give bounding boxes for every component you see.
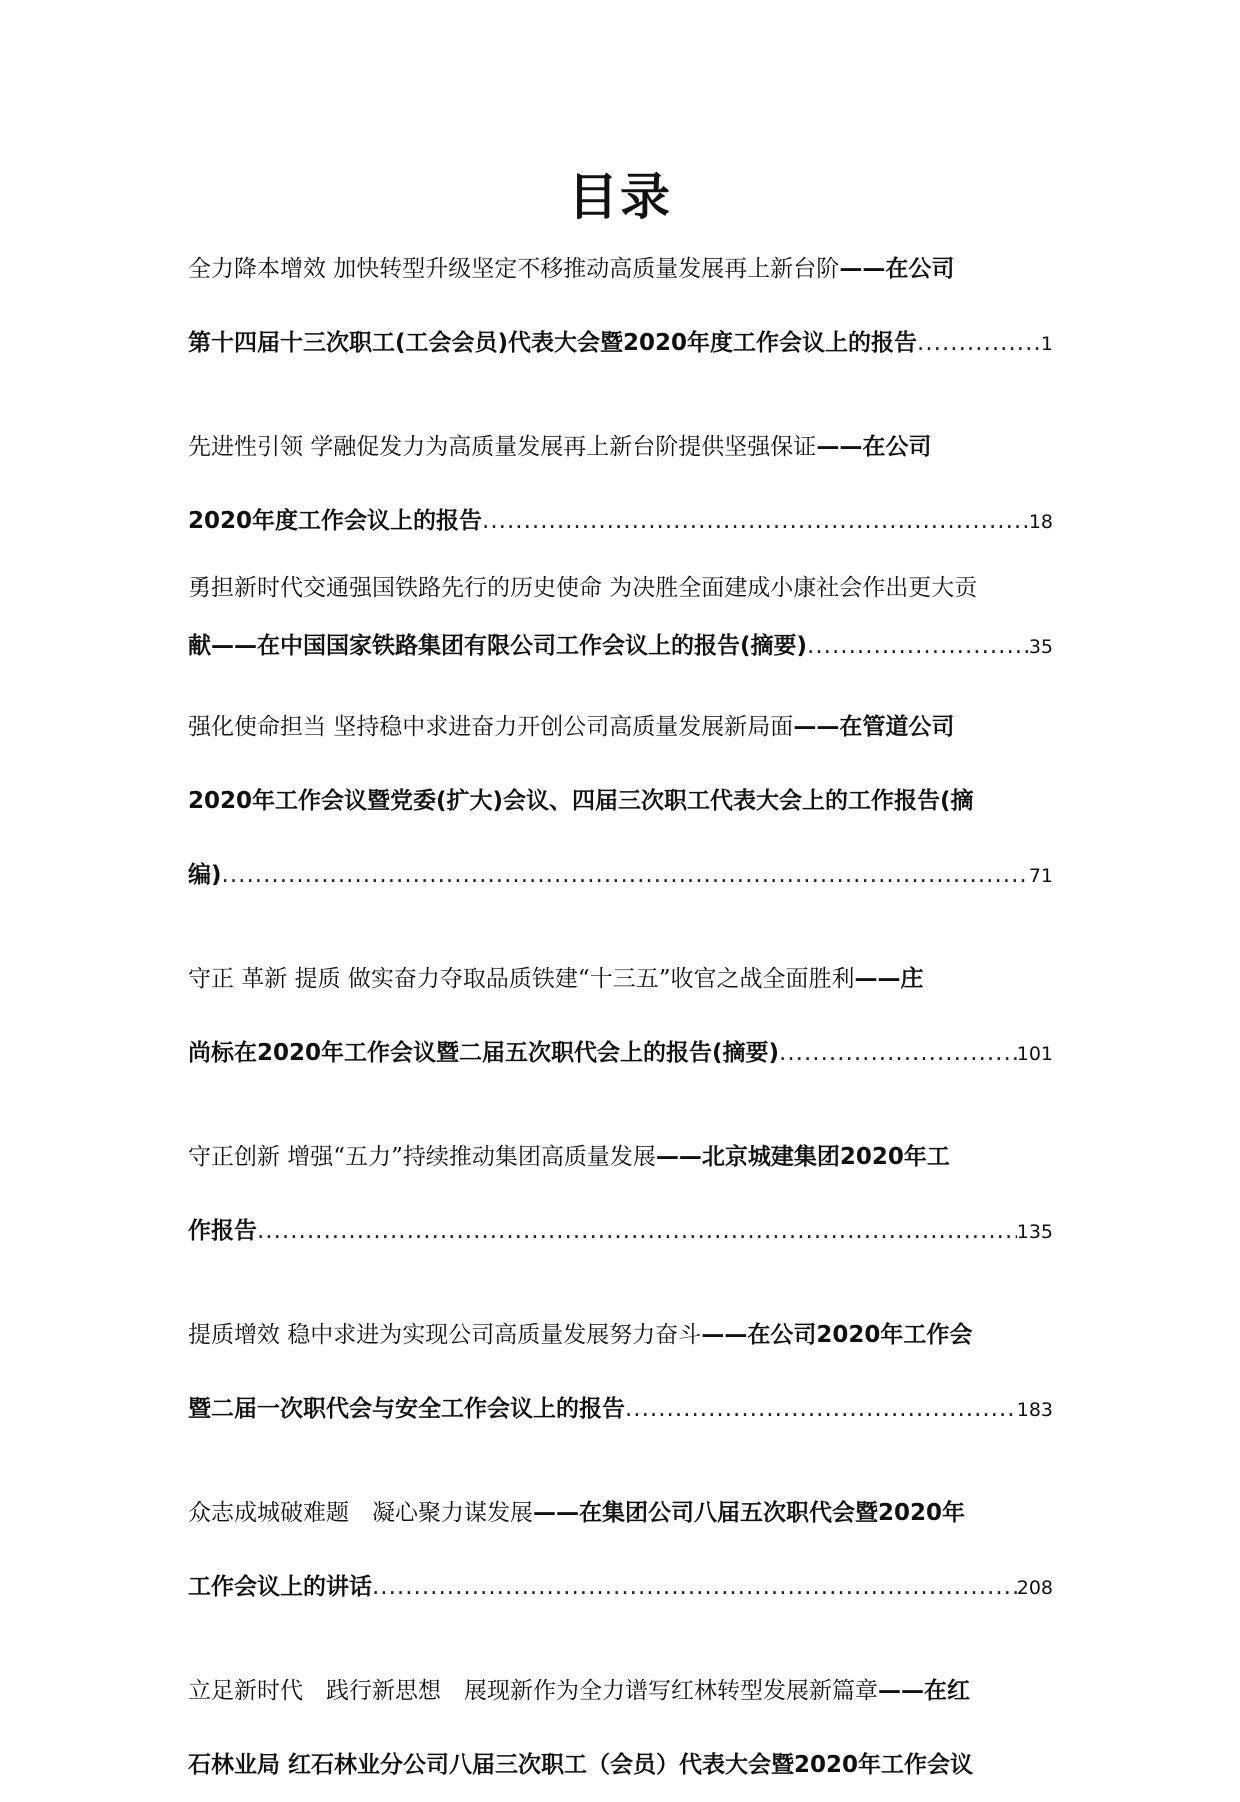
toc-entry[interactable] <box>188 232 1053 380</box>
toc-entry-subtitle: 尚标在2020年工作会议暨二届五次职代会上的报告(摘要) <box>188 1040 780 1066</box>
toc-entry-heading-line <box>188 942 1053 1016</box>
toc-entry-heading-line <box>188 232 1053 306</box>
toc-entry-last-line <box>188 306 1053 380</box>
dot-leader <box>807 618 1029 674</box>
toc-entry-heading-line <box>188 410 1053 484</box>
dot-leader <box>222 838 1029 912</box>
toc-entry[interactable] <box>188 1298 1053 1446</box>
dot-leader <box>917 306 1041 380</box>
toc-entry-heading: 立足新时代 践行新思想 展现新作为全力谱写红林转型发展新篇章 <box>188 1678 878 1704</box>
toc-entry-subtitle: 2020年工作会议暨党委(扩大)会议、四届三次职工代表大会上的工作报告(摘 <box>188 788 974 814</box>
toc-entry-subtitle: ——在红 <box>878 1678 970 1704</box>
toc-entry-subtitle-line <box>188 764 1053 838</box>
toc-entry[interactable] <box>188 1120 1053 1268</box>
toc-entry-last-line <box>188 1372 1053 1446</box>
toc-page-number: 208 <box>1016 1577 1053 1599</box>
toc-entry-heading-line <box>188 1654 1053 1728</box>
toc-entry-heading-line <box>188 1298 1053 1372</box>
toc-entry-heading-line <box>188 690 1053 764</box>
toc-entry-heading: 全力降本增效 加快转型升级坚定不移推动高质量发展再上新台阶 <box>188 256 840 282</box>
toc-entry-subtitle: ——在公司 <box>816 434 932 460</box>
toc-entry-last-line <box>188 618 1053 674</box>
toc-page-number: 35 <box>1028 636 1053 658</box>
toc-entry-subtitle: ——庄 <box>854 966 924 992</box>
toc-entry-heading: 众志成城破难题 凝心聚力谋发展 <box>188 1500 533 1526</box>
toc-entry-subtitle: ——在公司2020年工作会 <box>701 1322 973 1348</box>
dot-leader <box>482 484 1029 558</box>
toc-entry[interactable] <box>188 690 1053 912</box>
toc-page-number: 183 <box>1016 1399 1053 1421</box>
toc-entry[interactable] <box>188 942 1053 1090</box>
toc-entry-heading: 先进性引领 学融促发力为高质量发展再上新台阶提供坚强保证 <box>188 434 817 460</box>
toc-entry-heading: 提质增效 稳中求进为实现公司高质量发展努力奋斗 <box>188 1322 702 1348</box>
toc-page-number: 101 <box>1016 1043 1053 1065</box>
toc-entry-subtitle: ——在集团公司八届五次职代会暨2020年 <box>533 1500 966 1526</box>
dot-leader <box>625 1372 1017 1446</box>
toc-entry-subtitle: 献——在中国国家铁路集团有限公司工作会议上的报告(摘要) <box>188 633 808 659</box>
toc-entry-subtitle: 作报告 <box>188 1218 257 1244</box>
toc-entry-last-line <box>188 1550 1053 1624</box>
toc-entry-heading: 守正 革新 提质 做实奋力夺取品质铁建“十三五”收官之战全面胜利 <box>188 966 855 992</box>
toc-entry-subtitle: 暨二届一次职代会与安全工作会议上的报告 <box>188 1396 625 1422</box>
toc-page-number: 135 <box>1016 1221 1053 1243</box>
toc-entry-subtitle: ——在公司 <box>839 256 955 282</box>
page-title: 目录 <box>568 168 672 226</box>
dot-leader <box>257 1194 1017 1268</box>
toc-entry-last-line <box>188 838 1053 912</box>
toc-entry-heading-line <box>188 1120 1053 1194</box>
toc-entry[interactable] <box>188 1476 1053 1624</box>
toc-entry-subtitle: 石林业局 红石林业分公司八届三次职工（会员）代表大会暨2020年工作会议 <box>188 1752 974 1778</box>
toc-entry-subtitle: 工作会议上的讲话 <box>188 1574 372 1600</box>
toc-page-number: 18 <box>1028 511 1053 533</box>
toc-page-number: 1 <box>1040 333 1053 355</box>
toc-entry-heading: 守正创新 增强“五力”持续推动集团高质量发展 <box>188 1144 656 1170</box>
dot-leader <box>779 1016 1017 1090</box>
toc-entry[interactable] <box>188 1654 1053 1802</box>
toc-entry-subtitle: 第十四届十三次职工(工会会员)代表大会暨2020年度工作会议上的报告 <box>188 330 918 356</box>
toc-entry-heading: 勇担新时代交通强国铁路先行的历史使命 为决胜全面建成小康社会作出更大贡 <box>188 575 978 601</box>
dot-leader <box>372 1550 1017 1624</box>
toc-entry-subtitle-line <box>188 1728 1053 1802</box>
toc-entry-heading-line <box>188 558 1053 618</box>
toc-entry-last-line <box>188 1016 1053 1090</box>
toc-entry-subtitle: 2020年度工作会议上的报告 <box>188 508 483 534</box>
toc-entry-heading: 强化使命担当 坚持稳中求进奋力开创公司高质量发展新局面 <box>188 714 794 740</box>
toc-entry-subtitle: ——在管道公司 <box>793 714 955 740</box>
toc-entry-subtitle: ——北京城建集团2020年工 <box>655 1144 950 1170</box>
toc-entry-last-line <box>188 1194 1053 1268</box>
toc-entry-last-line <box>188 484 1053 558</box>
toc-page-number: 71 <box>1028 865 1053 887</box>
toc-entry[interactable] <box>188 558 1053 674</box>
toc-entry-subtitle: 编) <box>188 862 222 888</box>
toc-entry-heading-line <box>188 1476 1053 1550</box>
table-of-contents <box>188 232 1053 1802</box>
toc-entry[interactable] <box>188 410 1053 558</box>
